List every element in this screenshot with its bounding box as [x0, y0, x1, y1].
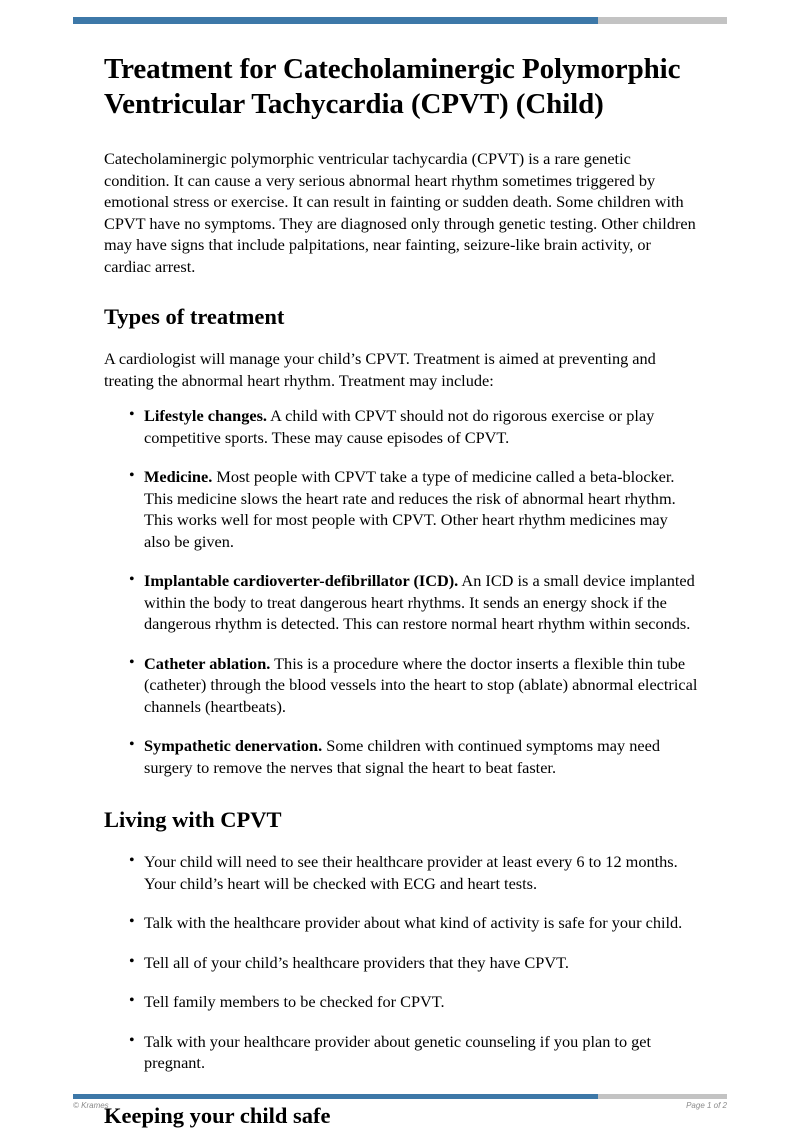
list-item [104, 912, 698, 934]
list-item-text: Talk with the healthcare provider about what kind of activity is safe for your child. [144, 913, 683, 932]
list-item-text: An ICD is a small device implanted within the body to treat dangerous heart rhythms. It sends an energy shock if the dangerous rhythm is detected. This can restore normal heart rhythm within seconds. [144, 571, 695, 633]
list-item-text: A child with CPVT should not do rigorous exercise or play competitive sports. These may cause episodes of CPVT. [144, 406, 655, 447]
list-item [104, 851, 698, 894]
section-heading-living-with-cpvt: Living with CPVT [104, 807, 282, 832]
list-item [104, 1031, 698, 1074]
list-item-lead: Implantable cardioverter-defibrillator (ICD). [144, 571, 459, 590]
types-of-treatment-list [104, 405, 698, 778]
living-with-cpvt-list [104, 851, 698, 1074]
list-item-text: Tell family members to be checked for CPVT. [144, 992, 445, 1011]
list-item-lead: Lifestyle changes. [144, 406, 267, 425]
document-content [104, 52, 698, 1130]
header-rule [73, 17, 727, 24]
list-item-text: Some children with continued symptoms may need surgery to remove the nerves that signal the heart to beat faster. [144, 736, 660, 777]
list-item-text: Your child will need to see their healthcare provider at least every 6 to 12 months. Your child’s heart will be checked with ECG and heart tests. [144, 852, 678, 893]
list-item-lead: Catheter ablation. [144, 653, 271, 673]
list-item [104, 570, 698, 635]
list-item [104, 466, 698, 552]
list-item [104, 952, 698, 974]
list-item-text: Talk with your healthcare provider about genetic counseling if you plan to get pregnant. [144, 1031, 652, 1072]
footer-rule-blue-segment [73, 1094, 598, 1099]
list-item-lead: Sympathetic denervation. [144, 736, 323, 755]
header-rule-blue-segment [73, 17, 598, 24]
list-item [104, 991, 698, 1013]
page-title: Treatment for Catecholaminergic Polymorphic Ventricular Tachycardia (CPVT) (Child) [104, 53, 681, 120]
footer-page-number: Page 1 of 2 [686, 1101, 727, 1110]
section-heading-types-of-treatment: Types of treatment [104, 304, 285, 329]
page-footer [73, 1101, 727, 1110]
list-item-text: This is a procedure where the doctor inserts a flexible thin tube (catheter) through the blood vessels into the heart to stop (ablate) abnormal electrical channels (heartbeats). [144, 653, 698, 716]
list-item [104, 653, 698, 718]
intro-paragraph: Catecholaminergic polymorphic ventricular tachycardia (CPVT) is a rare genetic condition. It can cause a very serious abnormal heart rhythm sometimes triggered by emotional stress or exercise. It can result in fainting or sudden death. Some children with CPVT have no symptoms. They are diagnosed only through genetic testing. Other children may have signs that include palpitations, near fainting, seizure-like brain activity, or cardiac arrest. [104, 149, 696, 276]
list-item-lead: Medicine. [144, 467, 213, 486]
footer-rule-gray-segment [598, 1094, 727, 1099]
list-item [104, 405, 698, 448]
section-heading-keeping-your-child-safe: Keeping your child safe [104, 1102, 331, 1128]
header-rule-gray-segment [598, 17, 727, 24]
types-of-treatment-intro: A cardiologist will manage your child’s CPVT. Treatment is aimed at preventing and treating the abnormal heart rhythm. Treatment may include: [104, 349, 656, 390]
list-item-text: Tell all of your child’s healthcare providers that they have CPVT. [144, 952, 569, 972]
list-item-text: Most people with CPVT take a type of medicine called a beta-blocker. This medicine slows the heart rate and reduces the risk of abnormal heart rhythm. This works well for most people with CPVT. Other heart rhythm medicines may also be given. [144, 467, 676, 551]
footer-rule [73, 1094, 727, 1099]
footer-copyright: © Krames [73, 1101, 109, 1110]
list-item [104, 735, 698, 778]
